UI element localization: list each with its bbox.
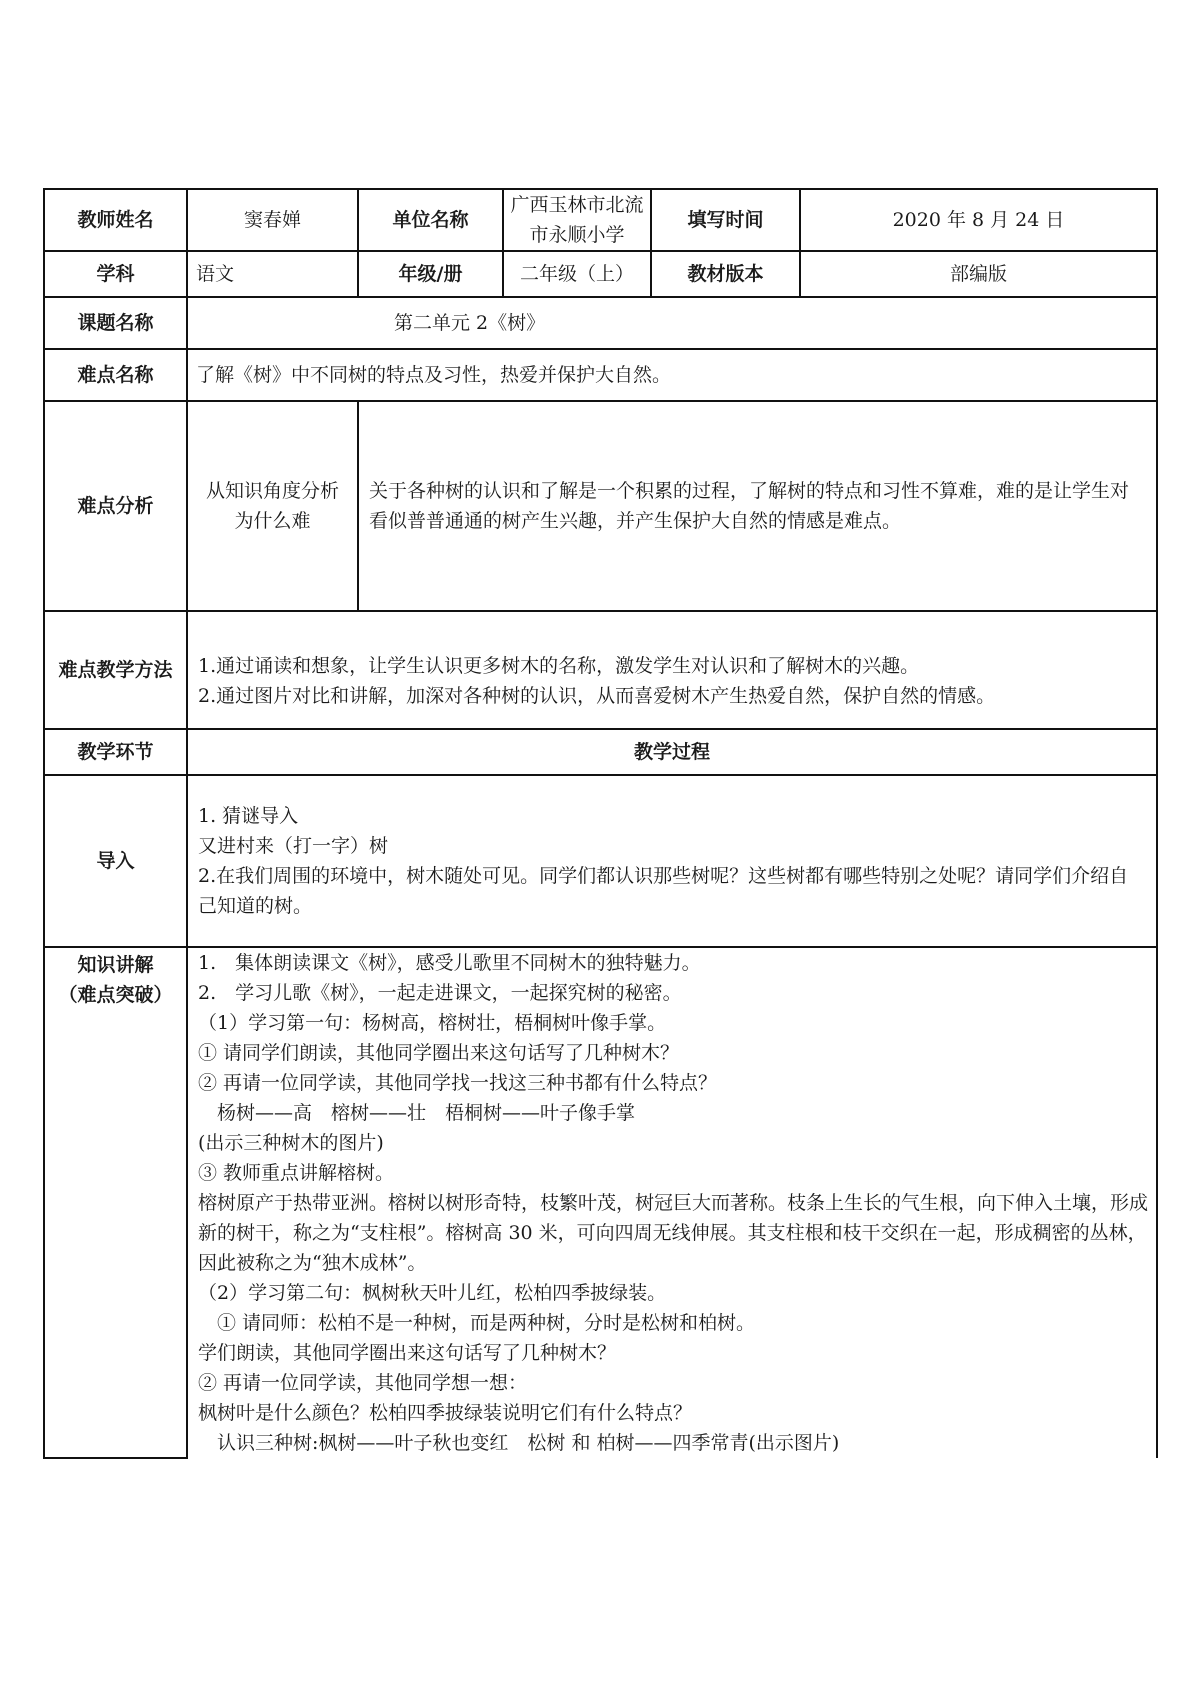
intro-row	[44, 775, 1157, 947]
edition-value: 部编版	[800, 251, 1157, 297]
knowledge-label-line1: 知识讲解	[77, 954, 154, 976]
knowledge-text	[187, 947, 1157, 1458]
analysis-sub-label-line2: 为什么难	[234, 510, 311, 532]
knowledge-line-7: (出示三种树木的图片)	[198, 1132, 384, 1154]
topic-row	[44, 297, 1157, 349]
knowledge-line-10: （2）学习第二句：枫树秋天叶儿红，松柏四季披绿装。	[198, 1282, 667, 1304]
unit-name-line2: 市永顺小学	[529, 224, 625, 246]
topic-label: 课题名称	[44, 297, 187, 349]
knowledge-line-4: ① 请同学们朗读，其他同学圈出来这句话写了几种树木？	[198, 1042, 680, 1064]
analysis-row	[44, 401, 1157, 611]
intro-line-3: 2.在我们周围的环境中，树木随处可见。同学们都认识那些树呢？这些树都有哪些特别之处呢？请同学们介绍自己知道的树。	[198, 865, 1129, 917]
knowledge-line-12: 学们朗读，其他同学圈出来这句话写了几种树木？	[198, 1342, 617, 1364]
process-header-row	[44, 729, 1157, 775]
difficulty-value: 了解《树》中不同树的特点及习性，热爱并保护大自然。	[187, 349, 1157, 401]
teacher-name: 窦春婵	[187, 189, 358, 251]
knowledge-line-3: （1）学习第一句：杨树高，榕树壮，梧桐树叶像手掌。	[198, 1012, 667, 1034]
knowledge-label-line2: （难点突破）	[58, 984, 173, 1006]
edition-label: 教材版本	[651, 251, 800, 297]
analysis-sub-label	[187, 401, 358, 611]
unit-name	[503, 189, 651, 251]
difficulty-label: 难点名称	[44, 349, 187, 401]
grade-value: 二年级（上）	[503, 251, 651, 297]
intro-line-2: 又进村来（打一字）树	[198, 835, 389, 857]
topic-text: 第二单元 2《树》	[394, 312, 546, 334]
unit-label: 单位名称	[358, 189, 503, 251]
lesson-plan-table	[43, 188, 1158, 1459]
analysis-label: 难点分析	[44, 401, 187, 611]
analysis-text: 关于各种树的认识和了解是一个积累的过程，了解树的特点和习性不算难，难的是让学生对看似普普通通的树产生兴趣，并产生保护大自然的情感是难点。	[358, 401, 1157, 611]
date-label: 填写时间	[651, 189, 800, 251]
knowledge-line-2: 2. 学习儿歌《树》，一起走进课文，一起探究树的秘密。	[198, 982, 682, 1004]
subject-value: 语文	[187, 251, 358, 297]
knowledge-line-1: 1. 集体朗读课文《树》，感受儿歌里不同树木的独特魅力。	[198, 952, 701, 974]
knowledge-label	[44, 947, 187, 1458]
intro-line-1: 1. 猜谜导入	[198, 805, 299, 827]
knowledge-line-11: ① 请同师：松柏不是一种树，而是两种树，分时是松树和柏树。	[198, 1312, 756, 1334]
knowledge-line-5: ② 再请一位同学读，其他同学找一找这三种书都有什么特点？	[198, 1072, 718, 1094]
knowledge-line-15: 认识三种树:枫树——叶子秋也变红 松树 和 柏树——四季常青(出示图片)	[198, 1432, 840, 1454]
knowledge-line-8: ③ 教师重点讲解榕树。	[198, 1162, 395, 1184]
unit-name-line1: 广西玉林市北流	[510, 194, 644, 216]
knowledge-line-13: ② 再请一位同学读，其他同学想一想：	[198, 1372, 528, 1394]
knowledge-line-14: 枫树叶是什么颜色？松柏四季披绿装说明它们有什么特点？	[198, 1402, 693, 1424]
knowledge-line-9: 榕树原产于热带亚洲。榕树以树形奇特，枝繁叶茂，树冠巨大而著称。枝条上生长的气生根，向下伸入土壤，形成新的树干，称之为“支柱根”。榕树高 30 米，可向四周无线伸展。其支柱根和枝干交织在一起，形成稠密的丛林，因此被称之为“独木成林”。	[198, 1192, 1149, 1274]
method-label: 难点教学方法	[44, 611, 187, 729]
intro-text	[187, 775, 1157, 947]
header-row-1	[44, 189, 1157, 251]
method-row	[44, 611, 1157, 729]
subject-label: 学科	[44, 251, 187, 297]
stage-label: 教学环节	[44, 729, 187, 775]
topic-value	[187, 297, 1157, 349]
difficulty-row	[44, 349, 1157, 401]
knowledge-line-6: 杨树——高 榕树——壮 梧桐树——叶子像手掌	[198, 1102, 636, 1124]
knowledge-row	[44, 947, 1157, 1458]
header-row-2	[44, 251, 1157, 297]
method-text	[187, 611, 1157, 729]
date-value: 2020 年 8 月 24 日	[800, 189, 1157, 251]
analysis-sub-label-line1: 从知识角度分析	[205, 480, 339, 502]
process-label: 教学过程	[187, 729, 1157, 775]
grade-label: 年级/册	[358, 251, 503, 297]
intro-label: 导入	[44, 775, 187, 947]
method-line-2: 2.通过图片对比和讲解，加深对各种树的认识，从而喜爱树木产生热爱自然，保护自然的情感。	[198, 685, 996, 707]
method-line-1: 1.通过诵读和想象，让学生认识更多树木的名称，激发学生对认识和了解树木的兴趣。	[198, 655, 920, 677]
teacher-label: 教师姓名	[44, 189, 187, 251]
